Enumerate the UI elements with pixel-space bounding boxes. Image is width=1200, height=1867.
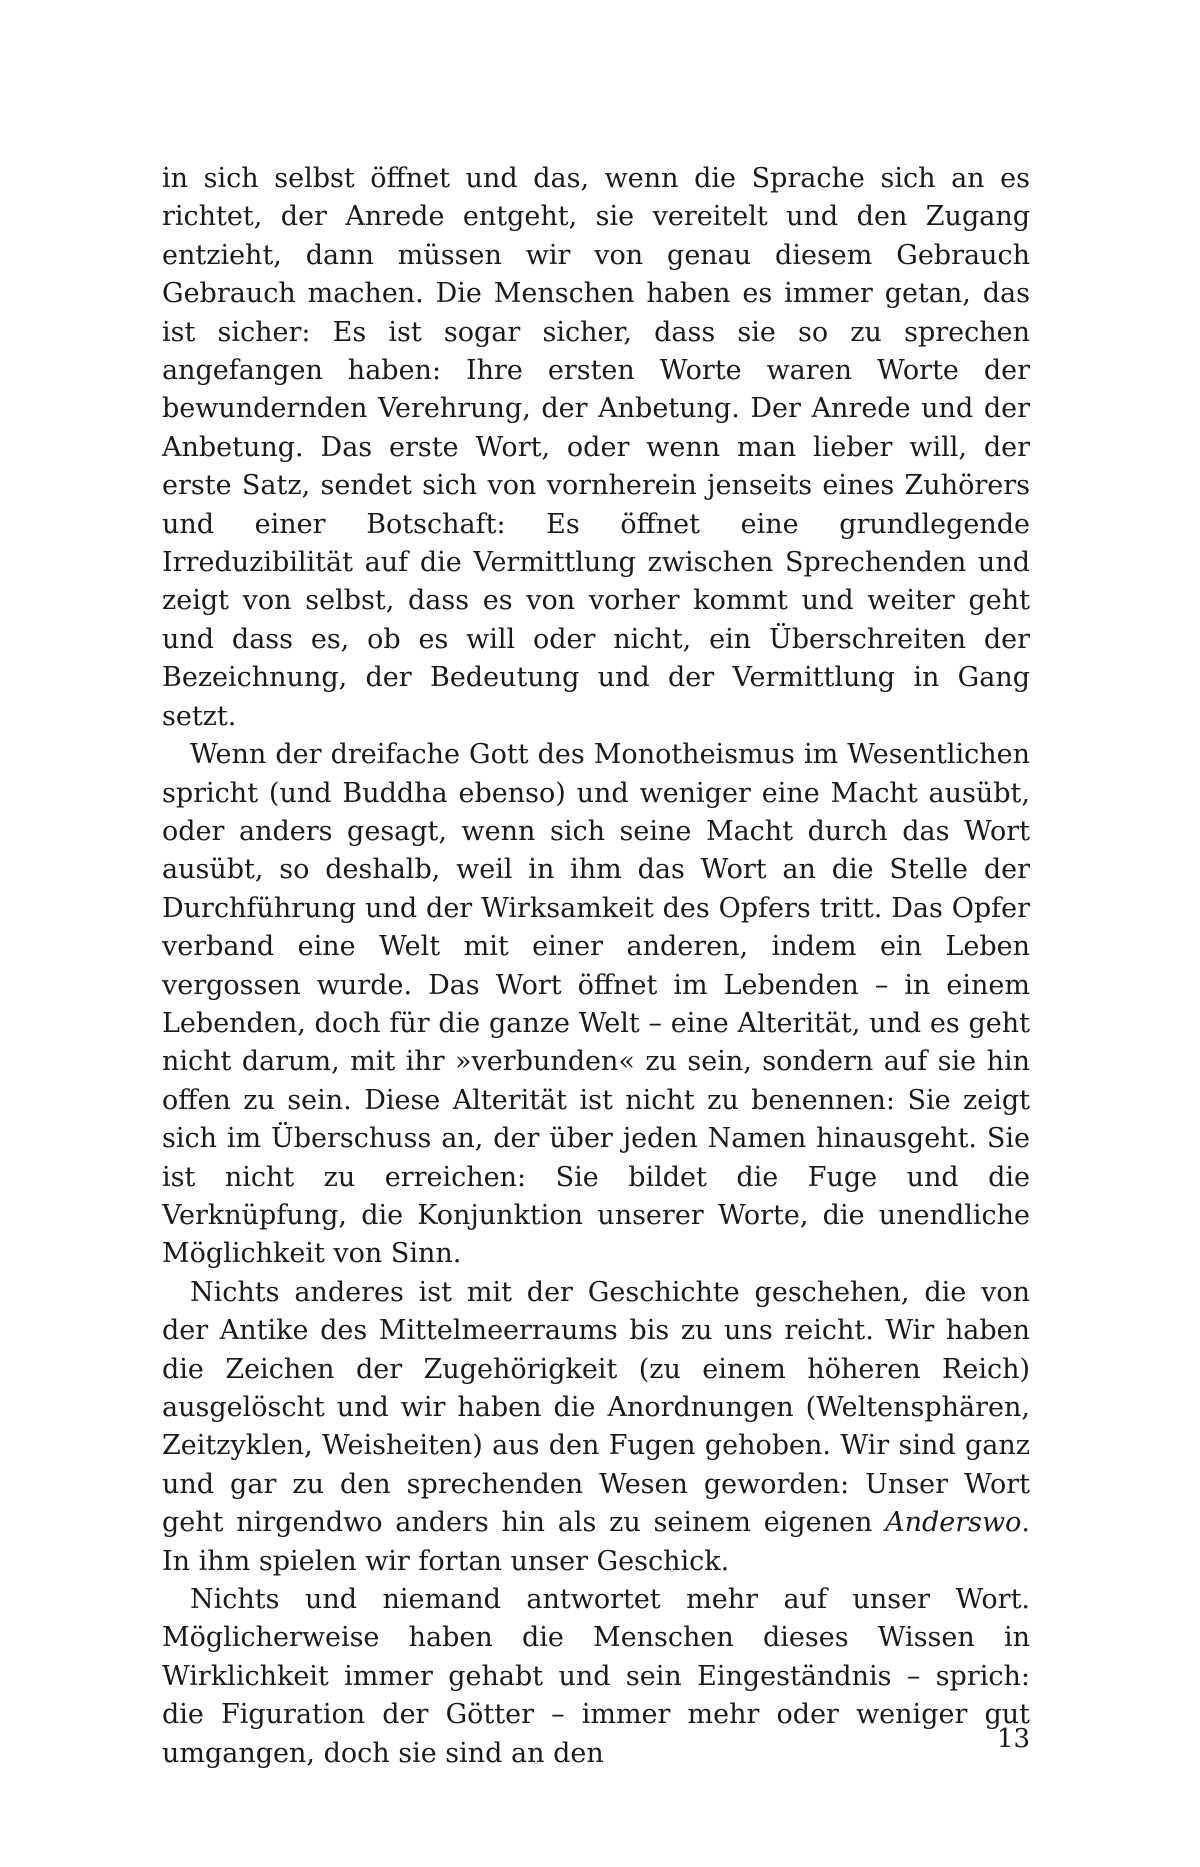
page-number: 13: [996, 1724, 1030, 1754]
paragraph-3-text-end: . In ihm spielen wir fortan unser Geschick.: [162, 1507, 1030, 1577]
paragraph-1: [162, 160, 1030, 736]
paragraph-3-text-start: Nichts anderes ist mit der Geschichte geschehen, die von der Antike des Mittelmeerraums bis zu uns reicht. Wir haben die Zeichen der Zugehörigkeit (zu einem höheren Reich) ausgelöscht und wir haben die Anordnungen (Weltensphären, Zeitzyklen, Weisheiten) aus den Fugen gehoben. Wir sind ganz und gar zu den sprechenden Wesen geworden: Unser Wort geht nirgendwo anders hin als zu seinem eigenen: [162, 1276, 1030, 1539]
paragraph-2: [162, 736, 1030, 1274]
paragraph-4-text: Nichts und niemand antwortet mehr auf unser Wort. Möglicherweise haben die Menschen dieses Wissen in Wirklichkeit immer gehabt und sein Eingeständnis – sprich: die Figuration der Götter – immer mehr oder weniger gut umgangen, doch sie sind an den: [162, 1584, 1030, 1769]
paragraph-1-text: in sich selbst öffnet und das, wenn die Sprache sich an es richtet, der Anrede entgeht, sie vereitelt und den Zugang entzieht, dann müssen wir von genau diesem Gebrauch Gebrauch machen. Die Menschen haben es immer getan, das ist sicher: Es ist sogar sicher, dass sie so zu sprechen angefangen haben: Ihre ersten Worte waren Worte der bewundernden Verehrung, der Anbetung. Der Anrede und der Anbetung. Das erste Wort, oder wenn man lieber will, der erste Satz, sendet sich von vornherein jenseits eines Zuhörers und einer Botschaft: Es öffnet eine grundlegende Irreduzibilität auf die Vermittlung zwischen Sprechenden und zeigt von selbst, dass es von vorher kommt und weiter geht und dass es, ob es will oder nicht, ein Überschreiten der Bezeichnung, der Bedeutung und der Vermittlung in Gang setzt.: [162, 163, 1030, 732]
paragraph-3-emphasis: Anderswo: [885, 1507, 1022, 1539]
paragraph-3: [162, 1274, 1030, 1581]
paragraph-2-text: Wenn der dreifache Gott des Monotheismus im Wesentlichen spricht (und Buddha ebenso) und weniger eine Macht ausübt, oder anders gesagt, wenn sich seine Macht durch das Wort ausübt, so deshalb, weil in ihm das Wort an die Stelle der Durchführung und der Wirksamkeit des Opfers tritt. Das Opfer verband eine Welt mit einer anderen, indem ein Leben vergossen wurde. Das Wort öffnet im Lebenden – in einem Lebenden, doch für die ganze Welt – eine Alterität, und es geht nicht darum, mit ihr »verbunden« zu sein, sondern auf sie hin offen zu sein. Diese Alterität ist nicht zu benennen: Sie zeigt sich im Überschuss an, der über jeden Namen hinausgeht. Sie ist nicht zu erreichen: Sie bildet die Fuge und die Verknüpfung, die Konjunktion unserer Worte, die unendliche Möglichkeit von Sinn.: [162, 739, 1030, 1270]
body-text: [162, 160, 1030, 1773]
paragraph-4: [162, 1581, 1030, 1773]
